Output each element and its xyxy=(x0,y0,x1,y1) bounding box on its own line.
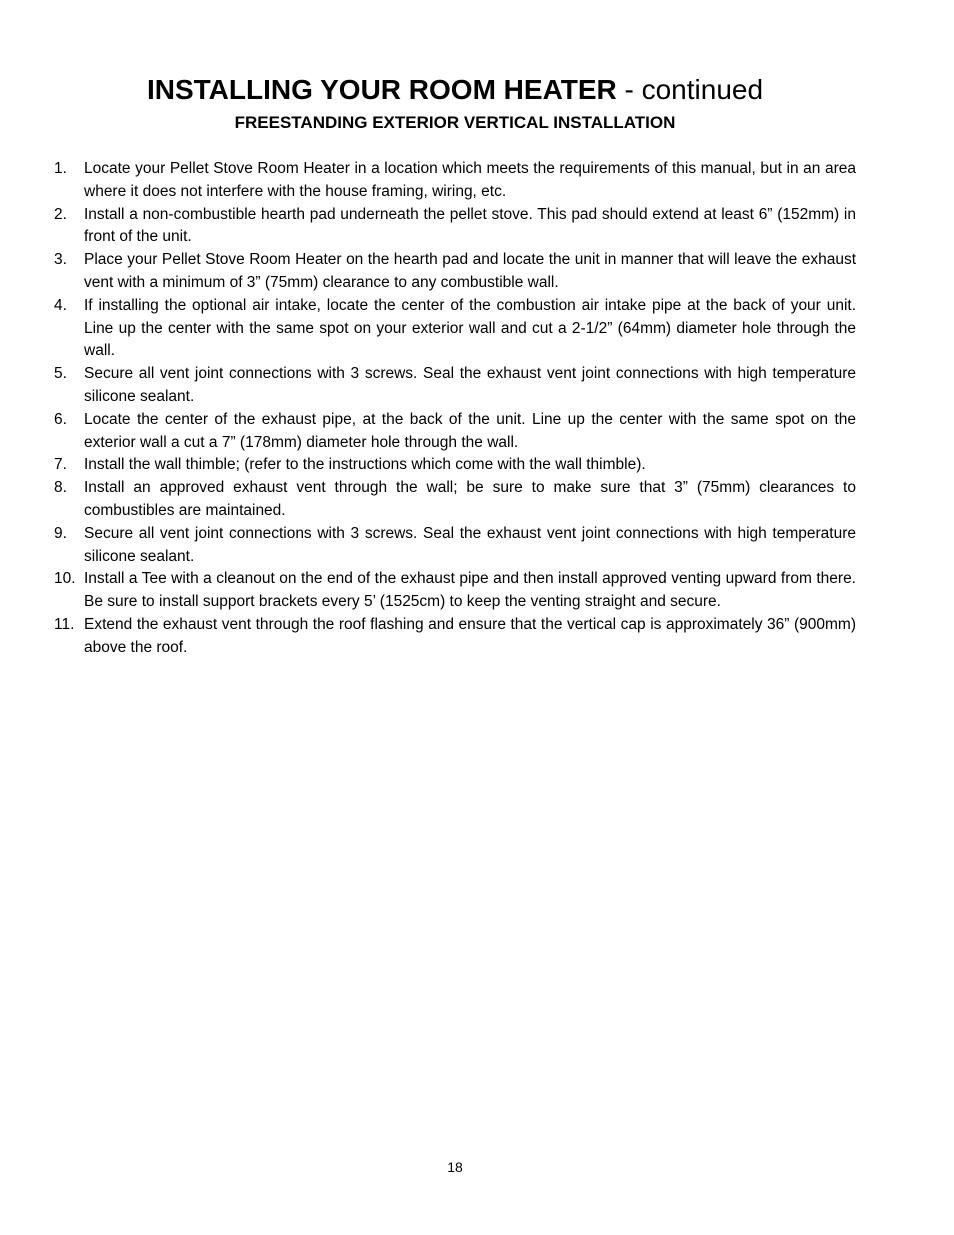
step-number: 1. xyxy=(54,160,67,177)
list-item xyxy=(54,295,856,363)
step-number: 5. xyxy=(54,365,67,383)
list-item xyxy=(54,568,856,614)
step-number: 6. xyxy=(54,410,67,428)
step-text: Secure all vent joint connections with 3 screws. Seal the exhaust vent joint connections with high temperature silicone sealant. xyxy=(84,365,856,405)
step-number: 9. xyxy=(54,524,67,542)
step-text: Place your Pellet Stove Room Heater on the hearth pad and locate the unit in manner that will leave the exhaust vent with a minimum of 3” (75mm) clearance to any combustible wall. xyxy=(84,251,856,291)
step-number: 8. xyxy=(54,479,67,497)
page-title-main: INSTALLING YOUR ROOM HEATER xyxy=(146,74,617,105)
step-text: Install a Tee with a cleanout on the end of the exhaust pipe and then install approved venting upward from there. Be sure to install support brackets every 5’ (1525cm) to keep the venting straight and secure. xyxy=(84,570,856,611)
section-subtitle: FREESTANDING EXTERIOR VERTICAL INSTALLATION xyxy=(234,113,676,132)
step-number: 7. xyxy=(54,456,67,474)
step-text: Install the wall thimble; (refer to the instructions which come with the wall thimble). xyxy=(84,456,646,474)
step-text: Extend the exhaust vent through the roof flashing and ensure that the vertical cap is approximately 36” (900mm) above the roof. xyxy=(84,615,856,656)
list-item xyxy=(54,158,856,204)
step-text: If installing the optional air intake, locate the center of the combustion air intake pipe at the back of your unit. Line up the center with the same spot on your exterior wall and cut a 2-1/2” (64mm) diameter hole through the wall. xyxy=(84,296,856,360)
list-item xyxy=(54,409,856,455)
installation-steps-list xyxy=(54,158,856,660)
list-item xyxy=(54,523,856,569)
list-item xyxy=(54,249,856,295)
step-number: 11. xyxy=(54,615,75,633)
page-number: 18 xyxy=(447,1159,463,1175)
step-number: 10. xyxy=(54,570,76,588)
step-text: Install a non-combustible hearth pad underneath the pellet stove. This pad should extend at least 6” (152mm) in front of the unit. xyxy=(84,205,856,246)
list-item xyxy=(54,363,856,409)
page-title xyxy=(0,72,910,108)
list-item xyxy=(54,204,856,250)
step-text: Secure all vent joint connections with 3 screws. Seal the exhaust vent joint connections with high temperature silicone sealant. xyxy=(84,524,856,565)
step-text: Locate your Pellet Stove Room Heater in a location which meets the requirements of this manual, but in an area where it does not interfere with the house framing, wiring, etc. xyxy=(84,160,856,200)
step-number: 2. xyxy=(54,205,67,223)
step-text: Locate the center of the exhaust pipe, at the back of the unit. Line up the center with the same spot on the exterior wall a cut a 7” (178mm) diameter hole through the wall. xyxy=(84,410,856,451)
step-number: 3. xyxy=(54,251,67,269)
list-item xyxy=(54,454,856,477)
page-title-suffix: - continued xyxy=(616,74,764,105)
list-item xyxy=(54,477,856,523)
list-item xyxy=(54,614,856,660)
step-number: 4. xyxy=(54,296,67,314)
step-text: Install an approved exhaust vent through the wall; be sure to make sure that 3” (75mm) clearances to combustibles are maintained. xyxy=(84,479,856,519)
